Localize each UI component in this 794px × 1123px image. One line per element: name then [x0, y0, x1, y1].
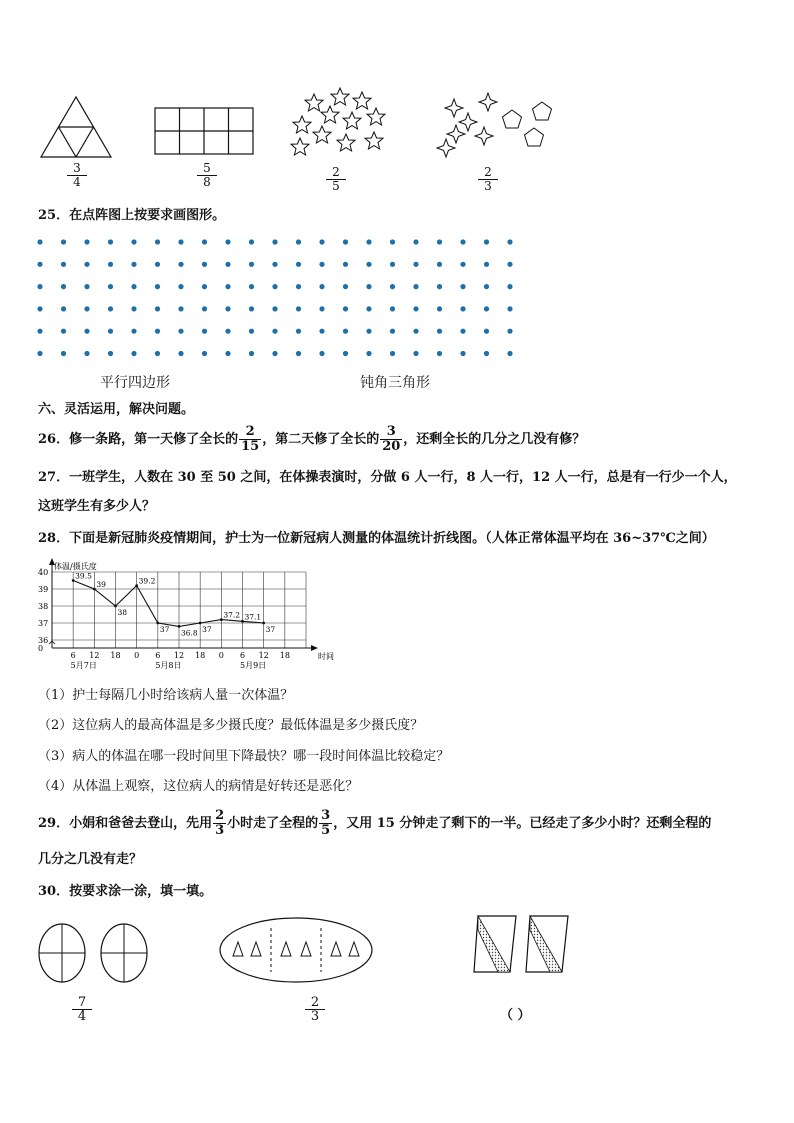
caption-parallelogram: 平行四边形 — [100, 375, 170, 391]
triangles-ellipse-figure[interactable] — [218, 916, 374, 984]
grid-dot — [296, 351, 301, 356]
stars-figure — [288, 85, 388, 163]
grid-dot — [155, 329, 160, 334]
grid-dot — [366, 351, 371, 356]
grid-dot — [390, 351, 395, 356]
grid-dot — [225, 239, 230, 244]
question-25: 25．在点阵图上按要求画图形。 — [38, 208, 226, 223]
grid-dot — [366, 239, 371, 244]
grid-dot — [343, 351, 348, 356]
stars-fraction: $\frac{2}{5}$ — [326, 166, 346, 193]
y-tick-label: 37 — [38, 619, 49, 628]
grid-dot — [249, 239, 254, 244]
data-point — [199, 622, 202, 625]
y-tick-label: 0 — [38, 644, 44, 653]
grid-dot — [272, 262, 277, 267]
x-tick-label: 6 — [239, 651, 246, 660]
grid-dot — [131, 262, 136, 267]
grid-dot — [484, 284, 489, 289]
grid-dot — [507, 329, 512, 334]
grid-dot — [37, 306, 42, 311]
grid-dot — [343, 239, 348, 244]
temperature-line-chart — [36, 558, 346, 670]
grid-dot — [437, 306, 442, 311]
data-point — [93, 588, 96, 591]
grid-dot — [413, 329, 418, 334]
grid-dot — [225, 351, 230, 356]
grid-dot — [390, 329, 395, 334]
grid-dot — [507, 262, 512, 267]
triangles-fraction: $\frac{2}{3}$ — [305, 996, 325, 1023]
data-label: 37 — [265, 625, 276, 634]
grid-dot — [319, 284, 324, 289]
grid-dot — [366, 284, 371, 289]
data-label: 39.2 — [138, 576, 156, 586]
grid-dot — [272, 329, 277, 334]
grid-dot — [84, 239, 89, 244]
stars-pentagons-figure — [432, 90, 562, 162]
grid-dot — [249, 351, 254, 356]
x-tick-label: 12 — [173, 651, 185, 660]
x-tick-label: 18 — [279, 651, 290, 660]
grid-dot — [178, 284, 183, 289]
question-28-2: （2）这位病人的最高体温是多少摄氏度？最低体温是多少摄氏度？ — [38, 718, 424, 733]
grid-dot — [249, 306, 254, 311]
grid-dot — [155, 239, 160, 244]
grid-dot — [460, 306, 465, 311]
x-tick-label: 18 — [110, 651, 121, 660]
triangle-fraction: $\frac{3}{4}$ — [67, 162, 87, 189]
x-tick-label: 18 — [195, 651, 206, 660]
fraction-2-3: $\frac{2}{3}$ — [215, 808, 225, 838]
grid-dot — [296, 306, 301, 311]
grid-dot — [178, 306, 183, 311]
grid-dot — [460, 262, 465, 267]
grid-dot — [131, 306, 136, 311]
data-label: 37 — [159, 625, 170, 634]
parallelograms-figure[interactable] — [470, 912, 574, 976]
data-label: 37.2 — [223, 610, 241, 620]
grid-dot — [366, 306, 371, 311]
grid-dot — [202, 239, 207, 244]
data-label: 38 — [117, 608, 128, 617]
grid-dot — [437, 351, 442, 356]
grid-dot — [202, 262, 207, 267]
fraction-3-20: $\frac{3}{20}$ — [382, 424, 401, 454]
day-label: 5月9日 — [239, 661, 267, 670]
day-label: 5月8日 — [155, 661, 182, 670]
grid-dot — [484, 239, 489, 244]
grid-dot — [272, 306, 277, 311]
triangle-figure — [38, 95, 114, 159]
grid-dot — [413, 262, 418, 267]
grid-dot — [84, 351, 89, 356]
grid-dot — [84, 306, 89, 311]
answer-blank[interactable]: （ ） — [500, 1008, 531, 1023]
grid-dot — [108, 284, 113, 289]
grid-dot — [225, 306, 230, 311]
grid-dot — [249, 262, 254, 267]
x-tick-label: 12 — [258, 651, 269, 660]
grid-dot — [61, 306, 66, 311]
rectangle-grid-figure — [154, 107, 254, 155]
rectangle-fraction: $\frac{5}{8}$ — [197, 162, 217, 189]
grid-dot — [225, 262, 230, 267]
grid-dot — [61, 284, 66, 289]
grid-dot — [202, 284, 207, 289]
grid-dot — [155, 306, 160, 311]
grid-dot — [484, 329, 489, 334]
data-point — [262, 622, 265, 625]
grid-dot — [225, 284, 230, 289]
x-tick-label: 0 — [218, 651, 224, 660]
grid-dot — [61, 262, 66, 267]
question-27-line1: 27．一班学生，人数在 30 至 50 之间，在体操表演时，分做 6 人一行，8 人一行，12 人一行，总是有一行少一个人， — [38, 470, 737, 485]
caption-obtuse-triangle: 钝角三角形 — [360, 375, 430, 391]
grid-dot — [343, 329, 348, 334]
question-29-line2: 几分之几没有走？ — [38, 852, 143, 867]
grid-dot — [37, 239, 42, 244]
grid-dot — [390, 262, 395, 267]
data-point — [241, 620, 244, 623]
grid-dot — [202, 306, 207, 311]
data-point — [178, 625, 181, 628]
grid-dot — [413, 239, 418, 244]
grid-dot — [413, 351, 418, 356]
data-label: 39 — [96, 580, 106, 589]
grid-dot — [460, 329, 465, 334]
grid-dot — [507, 351, 512, 356]
grid-dot — [37, 262, 42, 267]
grid-dot — [37, 351, 42, 356]
grid-dot — [437, 262, 442, 267]
circles-figure[interactable] — [36, 920, 156, 986]
grid-dot — [319, 329, 324, 334]
grid-dot — [84, 329, 89, 334]
data-point — [220, 618, 223, 621]
dot-grid[interactable] — [34, 236, 518, 360]
question-28-4: （4）从体温上观察，这位病人的病情是好转还是恶化？ — [38, 779, 359, 794]
grid-dot — [319, 262, 324, 267]
data-label: 39.5 — [75, 571, 92, 581]
grid-dot — [296, 262, 301, 267]
grid-dot — [319, 306, 324, 311]
data-point — [114, 605, 117, 608]
mixed-fraction: $\frac{2}{3}$ — [478, 166, 498, 193]
grid-dot — [366, 262, 371, 267]
grid-dot — [272, 239, 277, 244]
grid-dot — [84, 284, 89, 289]
grid-dot — [61, 329, 66, 334]
grid-dot — [108, 239, 113, 244]
grid-dot — [460, 284, 465, 289]
grid-dot — [390, 239, 395, 244]
data-label: 37.1 — [244, 612, 262, 622]
grid-dot — [343, 306, 348, 311]
grid-dot — [390, 306, 395, 311]
grid-dot — [61, 239, 66, 244]
grid-dot — [249, 329, 254, 334]
grid-dot — [131, 329, 136, 334]
grid-dot — [272, 284, 277, 289]
data-point — [156, 622, 159, 625]
chart-xlabel: 时间 — [318, 652, 334, 661]
grid-dot — [272, 351, 277, 356]
grid-dot — [178, 262, 183, 267]
question-28: 28．下面是新冠肺炎疫情期间，护士为一位新冠病人测量的体温统计折线图。（人体正常体温平均在 36~37℃之间） — [38, 531, 715, 546]
grid-dot — [155, 351, 160, 356]
grid-dot — [390, 284, 395, 289]
chart-ylabel: 体温/摄氏度 — [54, 562, 97, 571]
grid-dot — [61, 351, 66, 356]
grid-dot — [460, 239, 465, 244]
grid-dot — [225, 329, 230, 334]
grid-dot — [202, 351, 207, 356]
grid-dot — [249, 284, 254, 289]
grid-dot — [343, 284, 348, 289]
grid-dot — [84, 262, 89, 267]
x-tick-label: 6 — [155, 651, 161, 660]
grid-dot — [319, 351, 324, 356]
circles-fraction: $\frac{7}{4}$ — [72, 996, 92, 1023]
grid-dot — [507, 284, 512, 289]
grid-dot — [484, 262, 489, 267]
fraction-2-15: $\frac{2}{15}$ — [241, 424, 260, 454]
grid-dot — [131, 351, 136, 356]
grid-dot — [108, 306, 113, 311]
grid-dot — [343, 262, 348, 267]
grid-dot — [460, 351, 465, 356]
grid-dot — [413, 284, 418, 289]
data-label: 37 — [202, 625, 212, 634]
grid-dot — [437, 284, 442, 289]
grid-dot — [108, 351, 113, 356]
question-30: 30．按要求涂一涂，填一填。 — [38, 884, 213, 899]
question-26: 26．修一条路，第一天修了全长的 $\frac{2}{15}$ ，第二天修了全长的 $\frac{3}{20}$ ，还剩全长的几分之几没有修？ — [38, 424, 586, 454]
grid-dot — [319, 239, 324, 244]
grid-dot — [202, 329, 207, 334]
grid-dot — [507, 239, 512, 244]
grid-dot — [131, 239, 136, 244]
data-point — [135, 584, 138, 587]
grid-dot — [155, 284, 160, 289]
grid-dot — [413, 306, 418, 311]
section-6-title: 六、灵活运用，解决问题。 — [38, 402, 195, 417]
grid-dot — [296, 329, 301, 334]
grid-dot — [155, 262, 160, 267]
data-point — [72, 579, 75, 582]
grid-dot — [108, 262, 113, 267]
grid-dot — [108, 329, 113, 334]
grid-dot — [296, 284, 301, 289]
grid-dot — [37, 284, 42, 289]
question-27-line2: 这班学生有多少人？ — [38, 499, 156, 514]
data-label: 36.8 — [181, 628, 198, 638]
x-tick-label: 6 — [70, 651, 76, 660]
grid-dot — [437, 329, 442, 334]
question-29: 29．小娟和爸爸去登山，先用 $\frac{2}{3}$ 小时走了全程的 $\frac{3}{5}$ ，又用 15 分钟走了剩下的一半。已经走了多少小时？还剩全程的 — [38, 808, 712, 838]
fraction-3-5: $\frac{3}{5}$ — [321, 808, 331, 838]
grid-dot — [178, 329, 183, 334]
y-tick-label: 40 — [38, 568, 49, 577]
grid-dot — [296, 239, 301, 244]
grid-dot — [131, 284, 136, 289]
grid-dot — [366, 329, 371, 334]
grid-dot — [37, 329, 42, 334]
grid-dot — [178, 239, 183, 244]
question-28-3: （3）病人的体温在哪一段时间里下降最快？哪一段时间体温比较稳定？ — [38, 749, 450, 764]
grid-dot — [178, 351, 183, 356]
grid-dot — [437, 239, 442, 244]
grid-dot — [507, 306, 512, 311]
grid-dot — [484, 306, 489, 311]
x-tick-label: 12 — [89, 651, 100, 660]
day-label: 5月7日 — [70, 661, 97, 670]
question-28-1: （1）护士每隔几小时给该病人量一次体温？ — [38, 688, 294, 703]
y-tick-label: 39 — [38, 585, 49, 594]
x-tick-label: 0 — [134, 651, 140, 660]
y-tick-label: 38 — [38, 602, 49, 611]
y-tick-label: 36 — [38, 636, 49, 645]
grid-dot — [484, 351, 489, 356]
